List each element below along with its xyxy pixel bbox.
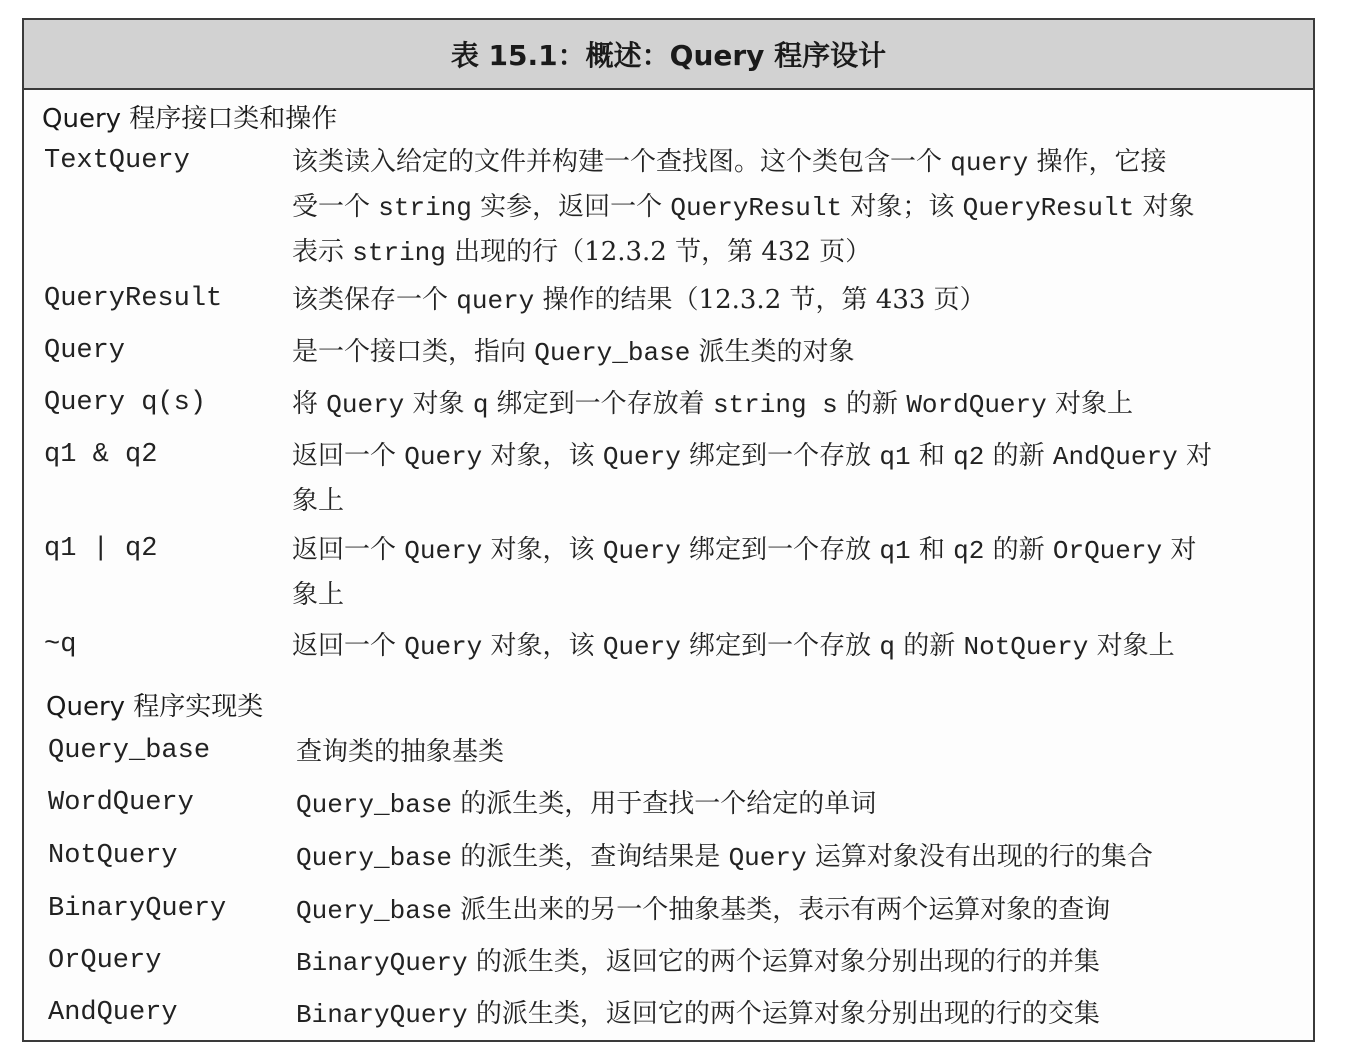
desc-query-base [296,730,1306,774]
desc-line [296,888,1306,933]
desc-text: 对象，该 [482,535,603,565]
desc-line [292,479,1302,523]
desc-wordquery [296,782,1306,827]
desc-line [296,940,1306,985]
inline-code: OrQuery [1052,536,1163,566]
desc-binaryquery [296,888,1306,933]
inline-code: query [456,286,535,316]
table-title: 表 15.1：概述：Query 程序设计 [24,20,1313,90]
desc-text: 对象，该 [482,631,603,661]
desc-not-op [292,624,1302,669]
desc-text: 对象；该 [842,192,963,222]
inline-code: Query [404,442,483,472]
desc-text: 出现的行（12.3.2 节，第 432 页） [445,237,872,267]
desc-line [292,382,1302,427]
desc-text: 和 [910,535,954,565]
desc-andquery [296,992,1306,1037]
desc-text: 对象上 [1046,389,1134,419]
desc-line [292,278,1302,323]
inline-code: q [879,632,895,662]
desc-text: 该类保存一个 [292,285,457,315]
term-wordquery: WordQuery [48,788,194,818]
inline-code: AndQuery [1052,442,1178,472]
inline-code: q1 [879,536,911,566]
desc-text: 返回一个 [292,631,405,661]
desc-line [296,782,1306,827]
desc-text: 绑定到一个存放 [680,631,880,661]
desc-queryresult [292,278,1302,323]
desc-text: 的派生类，返回它的两个运算对象分别出现的行的并集 [467,947,1100,977]
term-binaryquery: BinaryQuery [48,894,227,924]
term-queryresult: QueryResult [44,284,223,314]
term-orquery: OrQuery [48,946,162,976]
desc-text: 操作的结果（12.3.2 节，第 433 页） [534,285,986,315]
desc-line [292,528,1302,573]
term-query-q-s: Query q(s) [44,388,207,418]
desc-query-q-s [292,382,1302,427]
desc-text: 该类读入给定的文件并构建一个查找图。这个类包含一个 [292,147,951,177]
desc-text: 的新 [837,389,907,419]
inline-code: string [352,238,446,268]
desc-text: 对 [1162,535,1197,565]
desc-text: 表示 [292,237,353,267]
inline-code: Query [602,442,681,472]
inline-code: Query_base [534,338,691,368]
desc-or-op [292,528,1302,617]
desc-line [292,434,1302,479]
inline-code: QueryResult [962,193,1135,223]
inline-code: BinaryQuery [296,1000,468,1030]
desc-text: 的新 [894,631,964,661]
inline-code: string [378,193,472,223]
desc-text: 返回一个 [292,535,405,565]
desc-query [292,330,1302,375]
inline-code: q2 [953,442,985,472]
inline-code: Query [404,536,483,566]
desc-text: 实参，返回一个 [471,192,671,222]
inline-code: NotQuery [963,632,1089,662]
inline-code: Query [728,843,807,873]
inline-code: Query_base [296,843,453,873]
term-notquery: NotQuery [48,841,178,871]
desc-line [292,140,1302,185]
inline-code: Query_base [296,790,453,820]
term-textquery: TextQuery [44,146,190,176]
desc-text: 将 [292,389,327,419]
desc-line [292,230,1302,275]
inline-code: QueryResult [670,193,843,223]
desc-line [296,992,1306,1037]
desc-text: 的派生类，查询结果是 [452,842,729,872]
desc-text: 的新 [984,441,1053,471]
desc-orquery [296,940,1306,985]
desc-text: 对 [1177,441,1212,471]
desc-text: 派生类的对象 [690,337,855,367]
term-query: Query [44,336,126,366]
inline-code: q2 [953,536,985,566]
desc-notquery [296,835,1306,880]
desc-text: 对象，该 [482,441,603,471]
desc-textquery [292,140,1302,275]
desc-text: 的新 [984,535,1053,565]
desc-text: 返回一个 [292,441,405,471]
desc-text: 绑定到一个存放 [680,535,880,565]
desc-text: 绑定到一个存放着 [488,389,713,419]
inline-code: Query_base [296,896,453,926]
inline-code: BinaryQuery [296,948,468,978]
desc-text: 象上 [292,580,345,610]
desc-text: 对象 [1134,192,1195,222]
term-query-base: Query_base [48,736,211,766]
desc-and-op [292,434,1302,523]
desc-text: 派生出来的另一个抽象基类，表示有两个运算对象的查询 [452,895,1111,925]
inline-code: Query [602,536,681,566]
term-or-op: q1 | q2 [44,534,158,564]
inline-code: Query [404,632,483,662]
desc-line [292,573,1302,617]
desc-text: 和 [910,441,954,471]
inline-code: q [472,390,489,420]
section-title-implementation: Query 程序实现类 [46,692,264,722]
desc-line [292,624,1302,669]
inline-code: query [950,148,1029,178]
desc-line [292,185,1302,230]
desc-text: 象上 [292,486,345,516]
desc-text: 对象 [404,389,473,419]
desc-line [296,730,1306,774]
inline-code: string s [712,390,838,420]
desc-line [292,330,1302,375]
inline-code: Query [326,390,405,420]
term-and-op: q1 & q2 [44,440,158,470]
desc-text: 的派生类，返回它的两个运算对象分别出现的行的交集 [467,999,1100,1029]
desc-text: 运算对象没有出现的行的集合 [806,842,1153,872]
inline-code: WordQuery [906,390,1047,420]
desc-text: 受一个 [292,192,379,222]
desc-text: 是一个接口类，指向 [292,337,535,367]
term-not-op: ~q [44,630,77,660]
desc-text: 查询类的抽象基类 [296,737,505,767]
inline-code: Query [602,632,681,662]
desc-text: 的派生类，用于查找一个给定的单词 [452,789,877,819]
desc-text: 操作，它接 [1028,147,1167,177]
summary-table [22,18,1315,1042]
desc-text: 绑定到一个存放 [680,441,880,471]
section-title-interface: Query 程序接口类和操作 [42,104,338,134]
desc-text: 对象上 [1088,631,1175,661]
desc-line [296,835,1306,880]
term-andquery: AndQuery [48,998,178,1028]
inline-code: q1 [879,442,911,472]
